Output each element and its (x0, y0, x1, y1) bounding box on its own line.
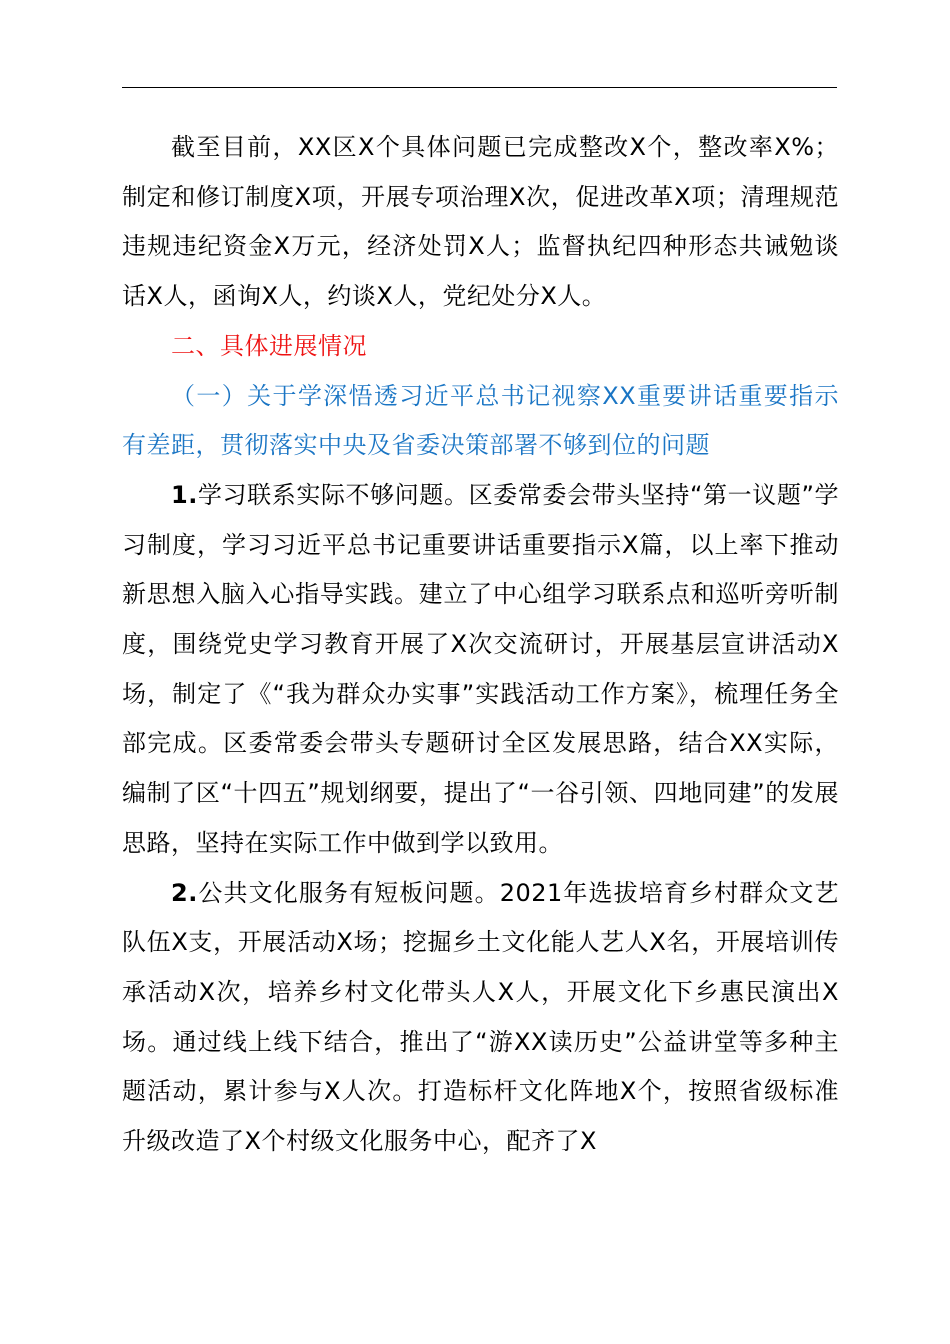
item-2-paragraph (122, 869, 839, 1167)
item-2-number: 2. (171, 878, 198, 907)
item-2-text: 公共文化服务有短板问题。2021年选拔培育乡村群众文艺队伍X支，开展活动X场；挖掘乡土文化能人艺人X名，开展培训传承活动X次，培养乡村文化带头人X人，开展文化下乡惠民演出X场。通过线上线下结合，推出了“游XX读历史”公益讲堂等多种主题活动，累计参与X人次。打造标杆文化阵地X个，按照省级标准升级改造了X个村级文化服务中心，配齐了X (122, 878, 839, 1156)
summary-paragraph: 截至目前，XX区X个具体问题已完成整改X个，整改率X%；制定和修订制度X项，开展专项治理X次，促进改革X项；清理规范违规违纪资金X万元，经济处罚X人；监督执纪四种形态共诫勉谈话X人，函询X人，约谈X人，党纪处分X人。 (122, 133, 839, 311)
section-heading: 二、具体进展情况 (171, 331, 367, 360)
item-1-text: 学习联系实际不够问题。区委常委会带头坚持“第一议题”学习制度，学习习近平总书记重要讲话重要指示X篇，以上率下推动新思想入脑入心指导实践。建立了中心组学习联系点和巡听旁听制度，围绕党史学习教育开展了X次交流研讨，开展基层宣讲活动X场，制定了《“我为群众办实事”实践活动工作方案》，梳理任务全部完成。区委常委会带头专题研讨全区发展思路，结合XX实际，编制了区“十四五”规划纲要，提出了“一谷引领、四地同建”的发展思路，坚持在实际工作中做到学以致用。 (122, 480, 839, 857)
item-1-paragraph (122, 471, 839, 869)
document-body (122, 123, 839, 1167)
subsection-heading: （一）关于学深悟透习近平总书记视察XX重要讲话重要指示有差距，贯彻落实中央及省委决策部署不够到位的问题 (122, 381, 839, 460)
item-1-number: 1. (171, 480, 198, 509)
header-rule (122, 87, 837, 88)
